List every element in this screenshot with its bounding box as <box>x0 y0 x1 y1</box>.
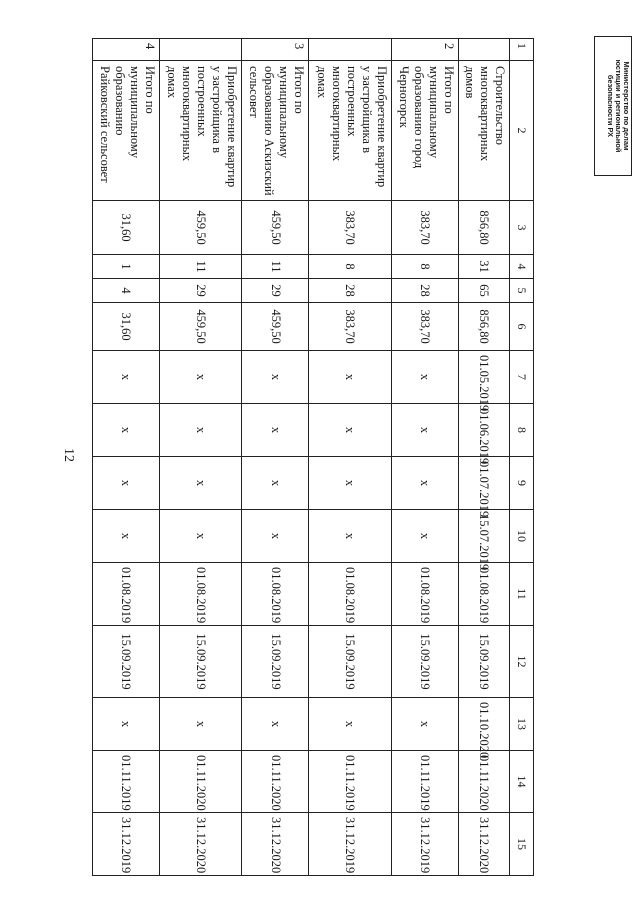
table-cell: 65 <box>458 278 509 302</box>
column-number-9: 9 <box>510 456 534 509</box>
table-cell: x <box>93 697 160 750</box>
table-cell: 15.09.2019 <box>93 625 160 697</box>
row-label: Строительство многоквартирных домов <box>458 60 509 200</box>
table-cell: x <box>159 403 241 456</box>
table-area <box>92 42 534 873</box>
row-number <box>458 38 509 60</box>
table-cell: 28 <box>391 278 458 302</box>
column-number-1: 1 <box>510 38 534 60</box>
table-cell: 11 <box>242 254 309 278</box>
row-number: 3 <box>242 38 309 60</box>
table-cell: 01.08.2019 <box>93 562 160 625</box>
table-cell: x <box>391 403 458 456</box>
table-cell: 31.12.2020 <box>458 812 509 875</box>
row-label: Приобретение квартир у застройщика в построенных многоквартирных домах <box>309 60 391 200</box>
stamp-line: Министерство по делам <box>622 61 631 151</box>
table-cell: 11 <box>159 254 241 278</box>
table-cell: x <box>309 456 391 509</box>
table-row <box>309 38 391 875</box>
table-row <box>93 38 160 875</box>
table-cell: x <box>391 509 458 562</box>
table-cell: 01.11.2020 <box>242 750 309 812</box>
table-cell: 01.08.2019 <box>309 562 391 625</box>
column-number-11: 11 <box>510 562 534 625</box>
table-cell: 15.09.2019 <box>458 625 509 697</box>
table-body <box>93 38 510 875</box>
table-cell: 31.12.2019 <box>93 812 160 875</box>
table-cell: 383,70 <box>391 302 458 350</box>
table-cell: x <box>309 697 391 750</box>
table-cell: 01.11.2019 <box>391 750 458 812</box>
table-row <box>391 38 458 875</box>
table-cell: x <box>242 350 309 403</box>
row-number: 2 <box>391 38 458 60</box>
table-cell: x <box>391 350 458 403</box>
table-cell: x <box>159 456 241 509</box>
row-label: Итого по муниципальному образованию Аскизский сельсовет <box>242 60 309 200</box>
table-cell: x <box>242 697 309 750</box>
stamp-line: безопасности РХ <box>605 74 615 138</box>
column-number-8: 8 <box>510 403 534 456</box>
table-cell: 1 <box>93 254 160 278</box>
table-cell: 31,60 <box>93 200 160 254</box>
table-cell: x <box>391 456 458 509</box>
table-cell: 28 <box>309 278 391 302</box>
table-cell: 01.08.2019 <box>458 562 509 625</box>
column-number-10: 10 <box>510 509 534 562</box>
table-cell: x <box>309 509 391 562</box>
housing-program-table <box>92 38 534 876</box>
table-cell: x <box>242 509 309 562</box>
column-number-15: 15 <box>510 812 534 875</box>
table-row <box>242 38 309 875</box>
column-number-14: 14 <box>510 750 534 812</box>
table-cell: 01.10.2020 <box>458 697 509 750</box>
row-number <box>309 38 391 60</box>
table-cell: 459,50 <box>159 302 241 350</box>
table-cell: 29 <box>242 278 309 302</box>
table-cell: 01.11.2019 <box>93 750 160 812</box>
row-label: Итого по муниципальному образованию город Черногорск <box>391 60 458 200</box>
table-cell: 8 <box>309 254 391 278</box>
table-cell: x <box>391 697 458 750</box>
table-cell: 31 <box>458 254 509 278</box>
table-cell: 31.12.2019 <box>391 812 458 875</box>
table-cell: 31.12.2019 <box>309 812 391 875</box>
table-cell: x <box>93 403 160 456</box>
table-cell: x <box>93 456 160 509</box>
table-cell: 383,70 <box>391 200 458 254</box>
table-cell: 383,70 <box>309 302 391 350</box>
table-cell: 8 <box>391 254 458 278</box>
table-cell: 01.11.2020 <box>159 750 241 812</box>
table-cell: x <box>159 350 241 403</box>
table-cell: 31.12.2020 <box>159 812 241 875</box>
row-number: 4 <box>93 38 160 60</box>
column-number-5: 5 <box>510 278 534 302</box>
column-number-12: 12 <box>510 625 534 697</box>
table-cell: x <box>242 403 309 456</box>
column-number-13: 13 <box>510 697 534 750</box>
table-cell: 01.08.2019 <box>242 562 309 625</box>
table-cell: 15.09.2019 <box>391 625 458 697</box>
table-cell: 459,50 <box>159 200 241 254</box>
table-cell: 856,80 <box>458 302 509 350</box>
table-cell: x <box>93 350 160 403</box>
ministry-stamp <box>594 36 632 176</box>
table-cell: x <box>309 403 391 456</box>
table-cell: 01.06.2019 <box>458 403 509 456</box>
table-cell: 15.09.2019 <box>242 625 309 697</box>
table-cell: 01.11.2020 <box>458 750 509 812</box>
table-cell: x <box>93 509 160 562</box>
column-number-row <box>510 38 534 875</box>
table-cell: 15.07.2019 <box>458 509 509 562</box>
table-cell: 31.12.2020 <box>242 812 309 875</box>
table-cell: 15.09.2019 <box>159 625 241 697</box>
table-cell: 01.11.2019 <box>309 750 391 812</box>
table-row <box>458 38 509 875</box>
row-label: Итого по муниципальному образованию Райковский сельсовет <box>93 60 160 200</box>
table-cell: 31,60 <box>93 302 160 350</box>
table-cell: 4 <box>93 278 160 302</box>
table-cell: 29 <box>159 278 241 302</box>
table-cell: 383,70 <box>309 200 391 254</box>
row-label: Приобретение квартир у застройщика в построенных многоквартирных домах <box>159 60 241 200</box>
column-number-4: 4 <box>510 254 534 278</box>
column-number-2: 2 <box>510 60 534 200</box>
table-cell: x <box>159 697 241 750</box>
table-cell: 459,50 <box>242 302 309 350</box>
column-number-6: 6 <box>510 302 534 350</box>
table-cell: 01.05.2019 <box>458 350 509 403</box>
table-cell: 01.08.2019 <box>391 562 458 625</box>
stamp-line: юстиции и региональной <box>613 59 623 153</box>
table-cell: 15.09.2019 <box>309 625 391 697</box>
column-number-3: 3 <box>510 200 534 254</box>
table-cell: 01.08.2019 <box>159 562 241 625</box>
page-number: 12 <box>61 448 76 462</box>
table-row <box>159 38 241 875</box>
column-number-7: 7 <box>510 350 534 403</box>
row-number <box>159 38 241 60</box>
table-cell: 459,50 <box>242 200 309 254</box>
table-cell: x <box>159 509 241 562</box>
table-cell: 01.07.2019 <box>458 456 509 509</box>
table-cell: x <box>242 456 309 509</box>
table-cell: x <box>309 350 391 403</box>
table-cell: 856,80 <box>458 200 509 254</box>
